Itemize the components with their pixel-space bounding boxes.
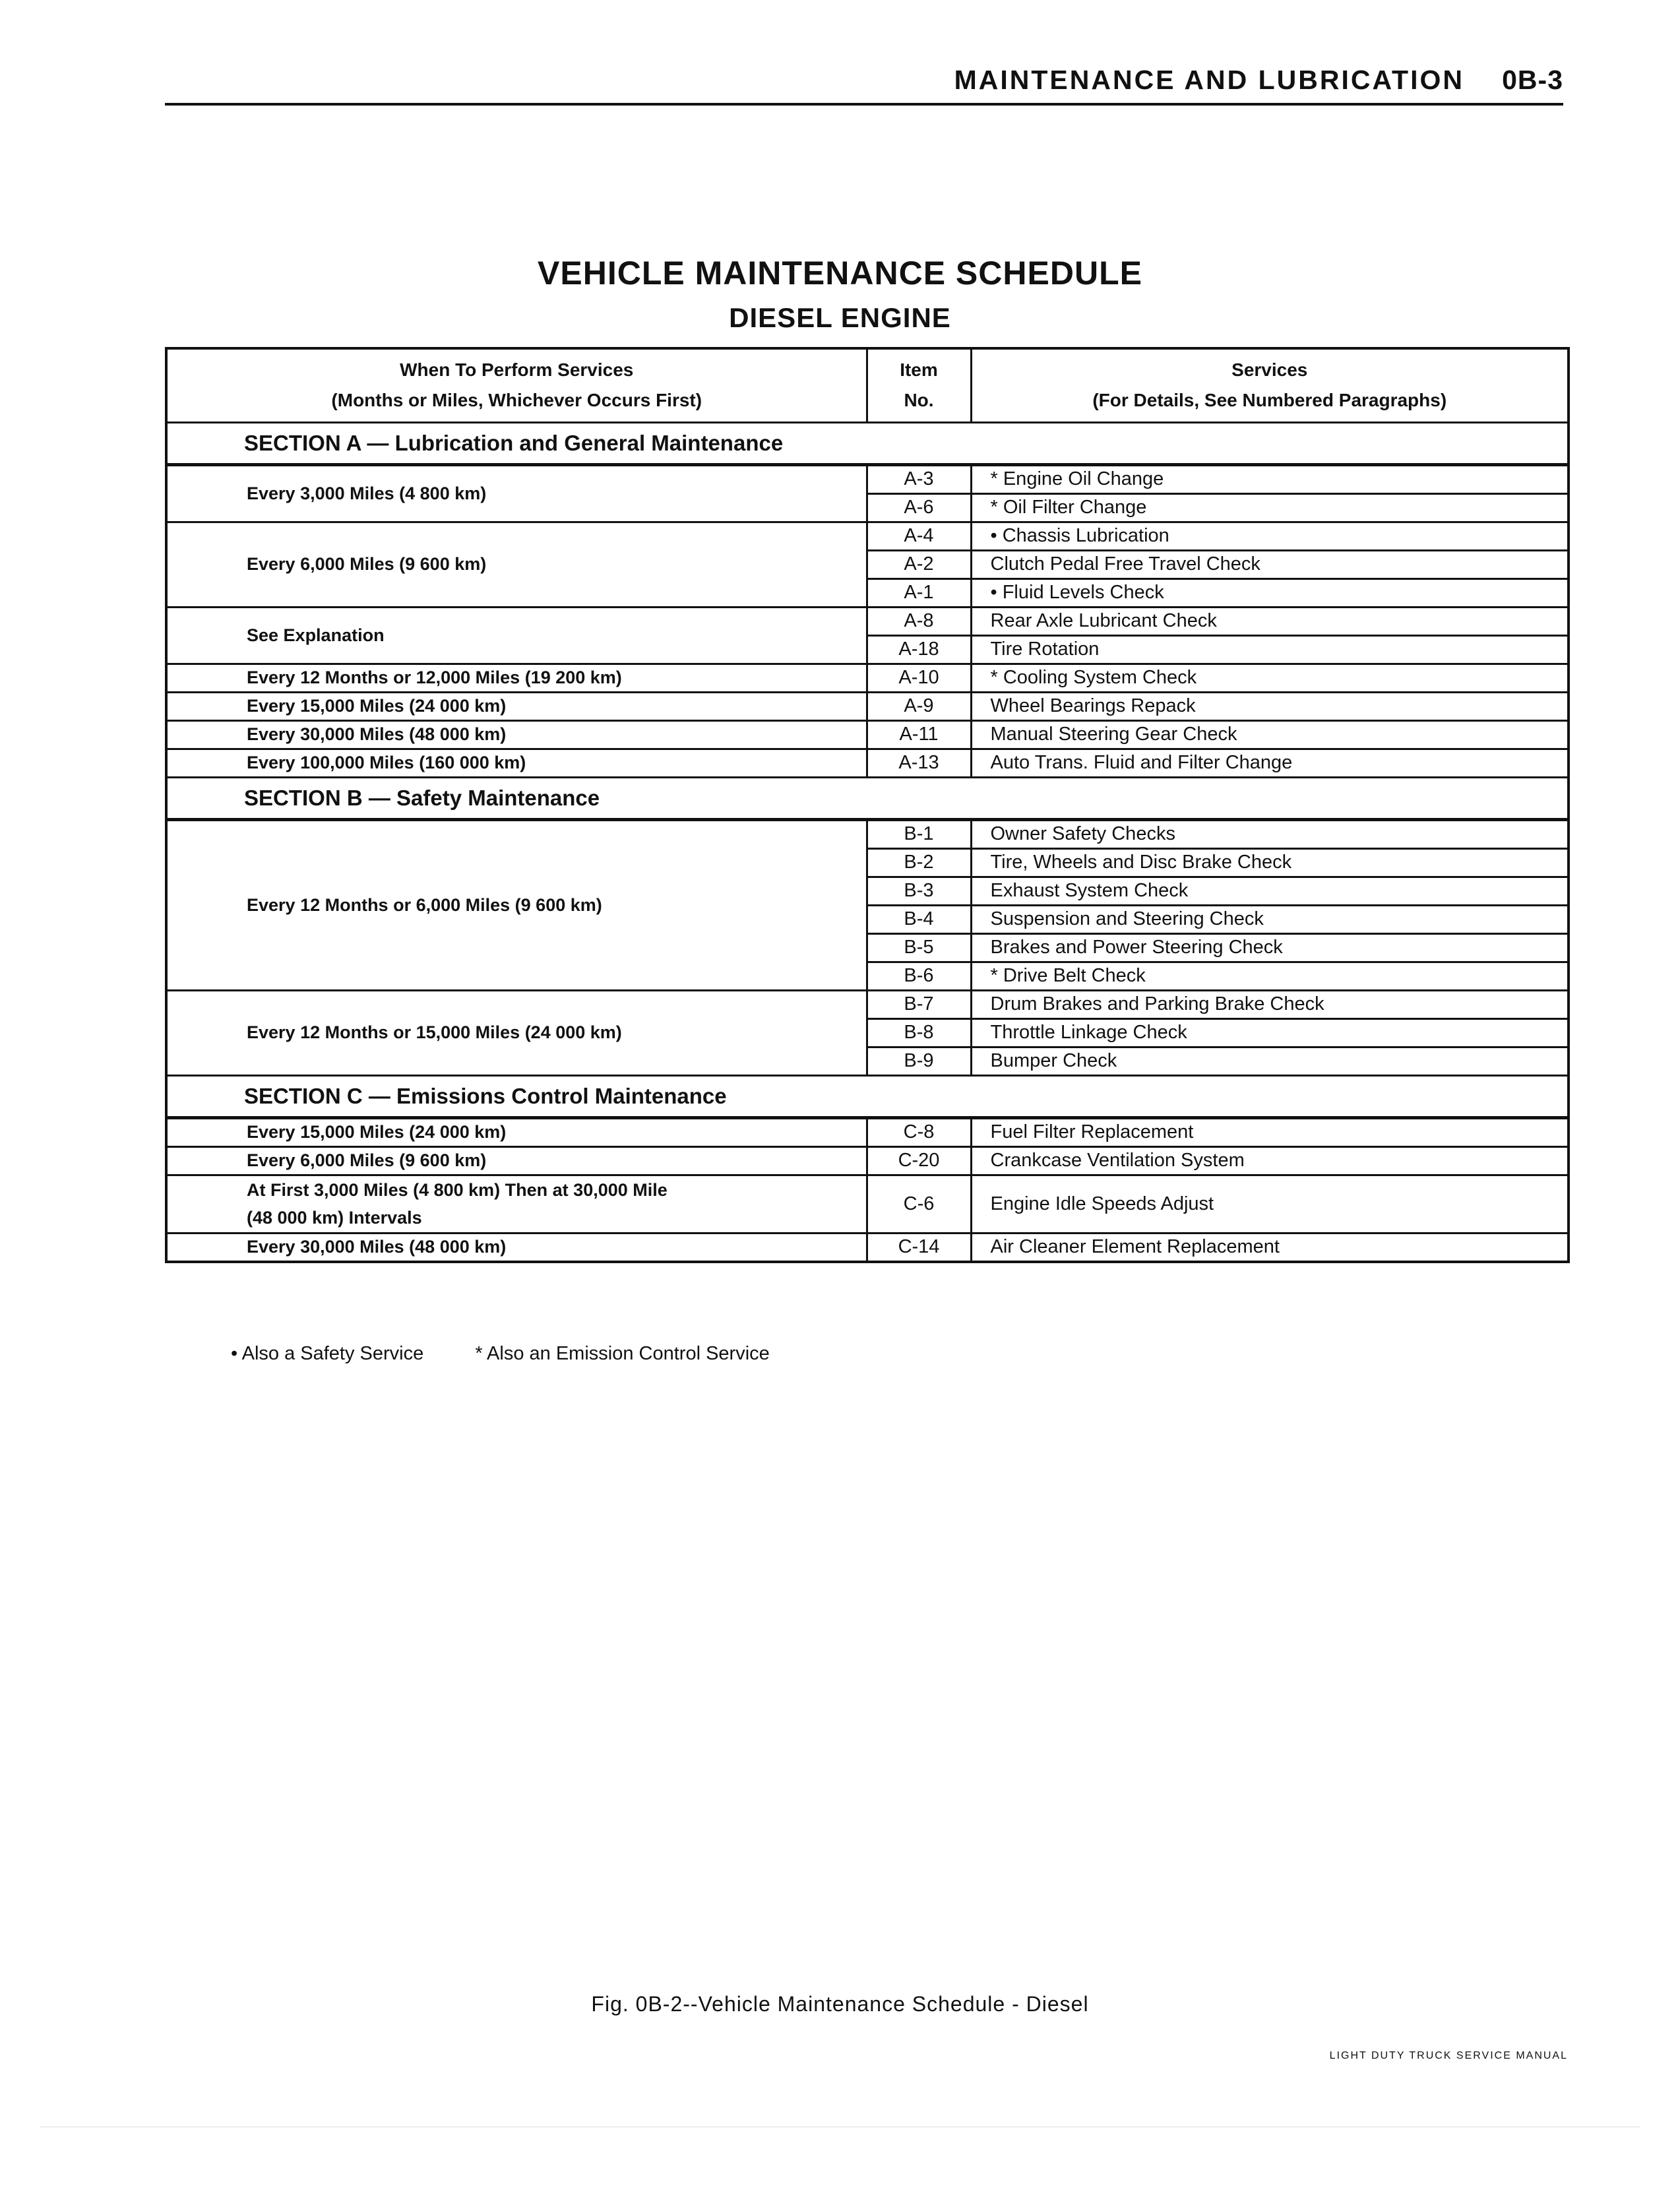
item-no: A-1	[867, 578, 971, 607]
item-no: A-3	[867, 464, 971, 493]
footnotes	[231, 1343, 816, 1365]
table-header-row	[166, 348, 1569, 422]
service: • Chassis Lubrication	[971, 522, 1569, 550]
maintenance-schedule-table	[165, 347, 1570, 1263]
item-no: B-7	[867, 990, 971, 1018]
section-c-row	[166, 1075, 1569, 1117]
header-services-line1: Services	[1231, 359, 1308, 381]
service: Wheel Bearings Repack	[971, 692, 1569, 720]
schedule-subtitle: DIESEL ENGINE	[729, 302, 951, 333]
service: Tire, Wheels and Disc Brake Check	[971, 848, 1569, 877]
table-row	[166, 819, 1569, 848]
table-row	[166, 1233, 1569, 1262]
item-no: A-8	[867, 607, 971, 635]
when-cell: Every 100,000 Miles (160 000 km)	[166, 749, 867, 777]
header-when	[166, 348, 867, 422]
item-no: B-9	[867, 1047, 971, 1075]
service: * Drive Belt Check	[971, 962, 1569, 990]
when-cell: Every 15,000 Miles (24 000 km)	[166, 1117, 867, 1146]
service: * Engine Oil Change	[971, 464, 1569, 493]
table-row	[166, 720, 1569, 749]
service: Brakes and Power Steering Check	[971, 933, 1569, 962]
service: Drum Brakes and Parking Brake Check	[971, 990, 1569, 1018]
when-cell: Every 12 Months or 12,000 Miles (19 200 km)	[166, 664, 867, 692]
when-cell: See Explanation	[166, 607, 867, 664]
item-no: B-3	[867, 877, 971, 905]
item-no: C-14	[867, 1233, 971, 1262]
item-no: B-1	[867, 819, 971, 848]
service: Engine Idle Speeds Adjust	[971, 1175, 1569, 1233]
item-no: C-8	[867, 1117, 971, 1146]
item-no: B-6	[867, 962, 971, 990]
schedule-title: VEHICLE MAINTENANCE SCHEDULE	[538, 255, 1142, 292]
section-b-row	[166, 777, 1569, 819]
item-no: C-6	[867, 1175, 971, 1233]
item-no: A-6	[867, 493, 971, 522]
when-cell: Every 3,000 Miles (4 800 km)	[166, 464, 867, 522]
header-page-number: 0B-3	[1502, 65, 1563, 95]
manual-name: LIGHT DUTY TRUCK SERVICE MANUAL	[1329, 2050, 1568, 2061]
item-no: A-9	[867, 692, 971, 720]
service: * Cooling System Check	[971, 664, 1569, 692]
table-row	[166, 692, 1569, 720]
figure-caption: Fig. 0B-2--Vehicle Maintenance Schedule - Diesel	[591, 1992, 1089, 2016]
item-no: A-2	[867, 550, 971, 578]
when-line2: (48 000 km) Intervals	[247, 1208, 422, 1228]
header-item-line2: No.	[904, 390, 934, 411]
service: Bumper Check	[971, 1047, 1569, 1075]
service: • Fluid Levels Check	[971, 578, 1569, 607]
service: Rear Axle Lubricant Check	[971, 607, 1569, 635]
when-cell: Every 30,000 Miles (48 000 km)	[166, 720, 867, 749]
item-no: B-8	[867, 1018, 971, 1047]
service: Tire Rotation	[971, 635, 1569, 664]
table-row	[166, 464, 1569, 493]
item-no: A-4	[867, 522, 971, 550]
table-row	[166, 1117, 1569, 1146]
table-row	[166, 607, 1569, 635]
when-cell: Every 12 Months or 15,000 Miles (24 000 km)	[166, 990, 867, 1075]
table-row	[166, 749, 1569, 777]
service: Air Cleaner Element Replacement	[971, 1233, 1569, 1262]
table-row	[166, 522, 1569, 550]
header-when-line2: (Months or Miles, Whichever Occurs First)	[331, 390, 702, 411]
service: Owner Safety Checks	[971, 819, 1569, 848]
table-row	[166, 1146, 1569, 1175]
item-no: A-11	[867, 720, 971, 749]
item-no: A-18	[867, 635, 971, 664]
item-no: B-5	[867, 933, 971, 962]
service: Manual Steering Gear Check	[971, 720, 1569, 749]
when-line1: At First 3,000 Miles (4 800 km) Then at 30,000 Mile	[247, 1180, 668, 1200]
when-cell: Every 12 Months or 6,000 Miles (9 600 km)	[166, 819, 867, 990]
item-no: B-2	[867, 848, 971, 877]
service: Fuel Filter Replacement	[971, 1117, 1569, 1146]
footnote-safety: • Also a Safety Service	[231, 1343, 424, 1364]
service: Exhaust System Check	[971, 877, 1569, 905]
item-no: A-10	[867, 664, 971, 692]
item-no: B-4	[867, 905, 971, 933]
item-no: A-13	[867, 749, 971, 777]
service: Crankcase Ventilation System	[971, 1146, 1569, 1175]
section-c-title: SECTION C — Emissions Control Maintenance	[166, 1075, 1569, 1117]
item-no: C-20	[867, 1146, 971, 1175]
header-services-line2: (For Details, See Numbered Paragraphs)	[1092, 390, 1447, 411]
section-b-title: SECTION B — Safety Maintenance	[166, 777, 1569, 819]
service: * Oil Filter Change	[971, 493, 1569, 522]
when-cell: Every 6,000 Miles (9 600 km)	[166, 1146, 867, 1175]
header-when-line1: When To Perform Services	[400, 359, 634, 381]
page-header	[165, 61, 1563, 106]
table-row	[166, 990, 1569, 1018]
service: Suspension and Steering Check	[971, 905, 1569, 933]
table-row	[166, 1175, 1569, 1233]
when-cell: Every 6,000 Miles (9 600 km)	[166, 522, 867, 607]
when-cell: Every 30,000 Miles (48 000 km)	[166, 1233, 867, 1262]
header-item-line1: Item	[900, 359, 938, 381]
table-row	[166, 664, 1569, 692]
when-cell	[166, 1175, 867, 1233]
section-a-title: SECTION A — Lubrication and General Maintenance	[166, 422, 1569, 464]
when-cell: Every 15,000 Miles (24 000 km)	[166, 692, 867, 720]
header-title: MAINTENANCE AND LUBRICATION	[954, 65, 1464, 95]
service: Throttle Linkage Check	[971, 1018, 1569, 1047]
service: Auto Trans. Fluid and Filter Change	[971, 749, 1569, 777]
section-a-row	[166, 422, 1569, 464]
footnote-emission: * Also an Emission Control Service	[475, 1343, 770, 1364]
service: Clutch Pedal Free Travel Check	[971, 550, 1569, 578]
header-item	[867, 348, 971, 422]
header-services	[971, 348, 1569, 422]
